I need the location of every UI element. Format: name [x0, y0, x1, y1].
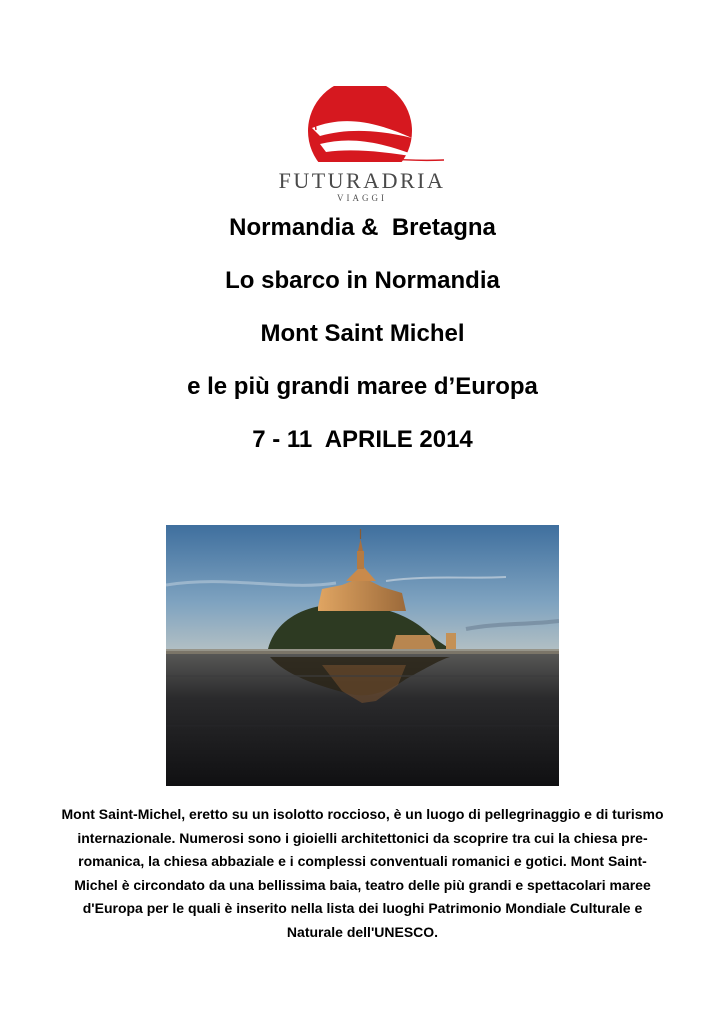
- mont-saint-michel-photo: [166, 525, 559, 786]
- description-paragraph: Mont Saint-Michel, eretto su un isolotto roccioso, è un luogo di pellegrinaggio e di turismo internazionale. Numerosi sono i gioielli architettonici da scoprire tra cui la chiesa pre-romanica, la chiesa abbaziale e i complessi conventuali romanici e gotici. Mont Saint-Michel è circondato da una bellissima baia, teatro delle più grandi e spettacolari maree d'Europa per le quali è inserito nella lista dei luoghi Patrimonio Mondiale Culturale e Naturale dell'UNESCO.: [61, 806, 664, 940]
- title-line-5: 7 - 11 APRILE 2014: [252, 426, 473, 453]
- brand-name: FUTURADRIA: [278, 168, 446, 193]
- sun-swallow-logo-icon: [262, 86, 462, 168]
- title-line-1: Normandia & Bretagna: [229, 214, 496, 241]
- brand-subtitle: VIAGGI: [337, 193, 387, 203]
- title-line-3: Mont Saint Michel: [260, 320, 465, 347]
- title-line-4: e le più grandi maree d’Europa: [187, 373, 538, 400]
- title-line-2: Lo sbarco in Normandia: [225, 267, 500, 294]
- futuradria-logo: [262, 86, 462, 208]
